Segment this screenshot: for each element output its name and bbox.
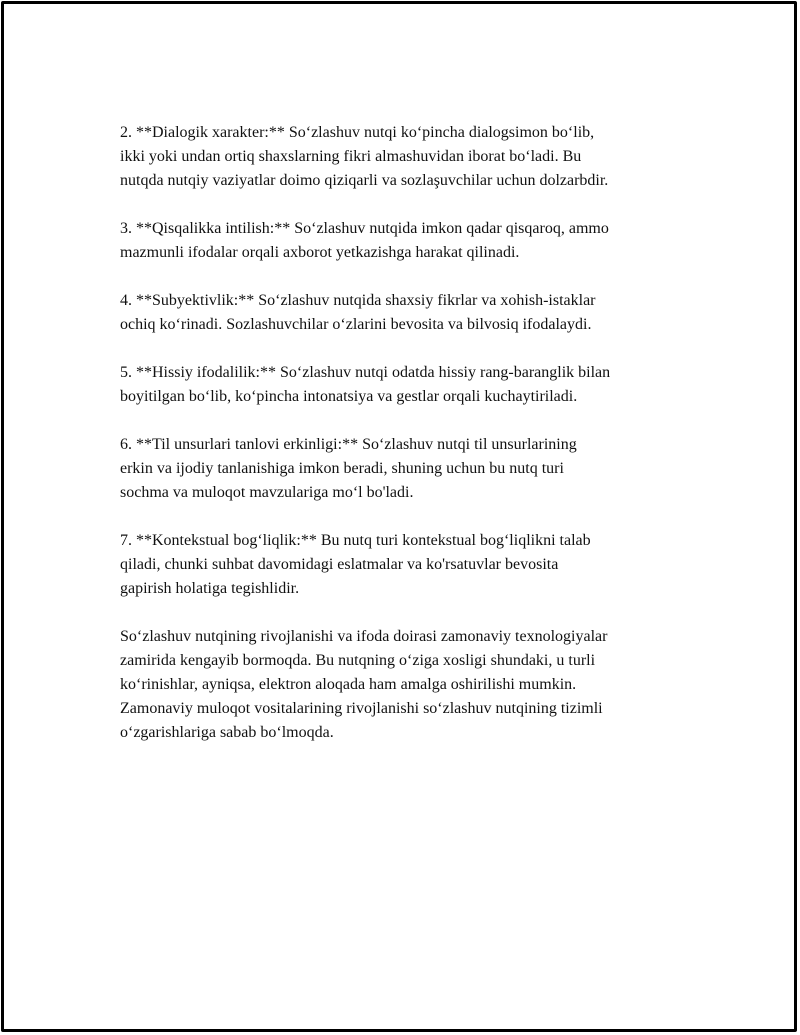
text-line: 6. **Til unsurlari tanlovi erkinligi:** So‘zlashuv nutqi til unsurlarining — [120, 436, 577, 453]
text-line: mazmunli ifodalar orqali axborot yetkazishga harakat qilinadi. — [120, 244, 520, 261]
text-line: zamirida kengayib bormoqda. Bu nutqning o‘ziga xosligi shundaki, u turli — [120, 652, 596, 669]
text-line: nutqda nutqiy vaziyatlar doimo qiziqarli va sozlaşuvchilar uchun dolzarbdir. — [120, 172, 609, 189]
text-line: erkin va ijodiy tanlanishiga imkon beradi, shuning uchun bu nutq turi — [120, 460, 564, 477]
text-line: gapirish holatiga tegishlidir. — [120, 580, 300, 597]
text-line: 2. **Dialogik xarakter:** So‘zlashuv nutqi ko‘pincha dialogsimon bo‘lib, — [120, 124, 595, 141]
text-line: o‘zgarishlariga sabab bo‘lmoqda. — [120, 724, 334, 741]
text-line: qiladi, chunki suhbat davomidagi eslatmalar va ko'rsatuvlar bevosita — [120, 556, 559, 573]
text-line: 3. **Qisqalikka intilish:** So‘zlashuv nutqida imkon qadar qisqaroq, ammo — [120, 220, 609, 237]
text-line: 7. **Kontekstual bog‘liqlik:** Bu nutq turi kontekstual bog‘liqlikni talab — [120, 532, 591, 549]
text-line: ochiq ko‘rinadi. Sozlashuvchilar o‘zlarini bevosita va bilvosiq ifodalaydi. — [120, 316, 592, 333]
text-line: ikki yoki undan ortiq shaxslarning fikri almashuvidan iborat bo‘ladi. Bu — [120, 148, 582, 165]
paragraph-til-unsurlari — [120, 433, 690, 505]
text-line: 5. **Hissiy ifodalilik:** So‘zlashuv nutqi odatda hissiy rang-baranglik bilan — [120, 364, 611, 381]
paragraph-dialogik-xarakter — [120, 121, 690, 193]
text-line: 4. **Subyektivlik:** So‘zlashuv nutqida shaxsiy fikrlar va xohish-istaklar — [120, 292, 596, 309]
document-page — [1, 1, 797, 1032]
paragraph-kontekstual-bogliqlik — [120, 529, 690, 601]
text-line: So‘zlashuv nutqining rivojlanishi va ifoda doirasi zamonaviy texnologiyalar — [120, 628, 608, 645]
text-line: Zamonaviy muloqot vositalarining rivojlanishi so‘zlashuv nutqining tizimli — [120, 700, 603, 717]
paragraph-qisqalikka-intilish — [120, 217, 690, 265]
paragraph-conclusion — [120, 625, 690, 745]
text-line: sochma va muloqot mavzulariga mo‘l bo'ladi. — [120, 484, 414, 501]
paragraph-subyektivlik — [120, 289, 690, 337]
paragraph-hissiy-ifodalilik — [120, 361, 690, 409]
text-line: ko‘rinishlar, ayniqsa, elektron aloqada ham amalga oshirilishi mumkin. — [120, 676, 577, 693]
document-body — [120, 121, 690, 769]
text-line: boyitilgan bo‘lib, ko‘pincha intonatsiya va gestlar orqali kuchaytiriladi. — [120, 388, 578, 405]
